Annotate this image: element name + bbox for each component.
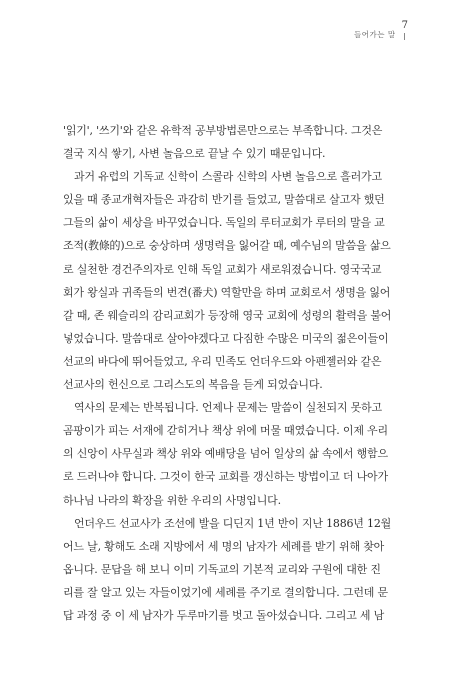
text-line: 의 신앙이 사무실과 책상 위와 예배당을 넘어 일상의 삶 속에서 행함으 [63, 447, 388, 461]
paragraph [63, 396, 408, 511]
text-line: 어느 날, 황해도 소래 지방에서 세 명의 남자가 세례를 받기 위해 찾아 [63, 539, 385, 553]
text-line: 옵니다. 문답을 해 보니 이미 기독교의 기본적 교리와 구원에 대한 진 [63, 562, 381, 576]
page-number: 7 [401, 20, 408, 31]
text-line: 선교사의 헌신으로 그리스도의 복음을 듣게 되었습니다. [63, 378, 323, 392]
text-line: 회가 왕실과 귀족들의 번견(番犬) 역할만을 하며 교회로서 생명을 잃어 [63, 285, 391, 299]
text-line: 역사의 문제는 반복됩니다. 언제나 문제는 말씀이 실천되지 못하고 [74, 401, 382, 415]
text-line: 넣었습니다. 말씀대로 살아야겠다고 다짐한 수많은 미국의 젊은이들이 [63, 331, 389, 345]
text-line: 로 드러나야 합니다. 그것이 한국 교회를 갱신하는 방법이고 더 나아가 [63, 470, 388, 484]
text-line: 언더우드 선교사가 조선에 발을 디딘지 1년 반이 지난 1886년 12월 [74, 516, 392, 530]
text-line: 갈 때, 존 웨슬리의 감리교회가 등장해 영국 교회에 성령의 활력을 불어 [63, 308, 392, 322]
text-line: 있을 때 종교개혁자들은 과감히 반기를 들었고, 말씀대로 살고자 했던 [63, 193, 385, 207]
paragraph [63, 119, 408, 165]
page-number-rule [404, 33, 405, 40]
body-text [63, 119, 408, 627]
text-line: 곰팡이가 피는 서재에 갇히거나 책상 위에 머물 때였습니다. 이제 우리 [63, 424, 388, 438]
text-line: 하나님 나라의 확장을 위한 우리의 사명입니다. [63, 493, 281, 507]
paragraph [63, 512, 408, 627]
text-line: 그들의 삶이 세상을 바꾸었습니다. 독일의 루터교회가 루터의 말을 교 [63, 216, 385, 230]
running-head [354, 20, 408, 40]
text-line: 로 실천한 경건주의자로 인해 독일 교회가 새로워졌습니다. 영국국교 [63, 262, 382, 276]
running-head-title: 들어가는 말 [354, 30, 396, 39]
text-line: 리를 잘 알고 있는 자들이었기에 세례를 주기로 결의합니다. 그런데 문 [63, 585, 388, 599]
text-line: 조적(教條的)으로 숭상하며 생명력을 잃어갈 때, 예수님의 말씀을 삶으 [63, 239, 391, 253]
text-line: 답 과정 중 이 세 남자가 두루마기를 벗고 돌아섰습니다. 그리고 세 남 [63, 608, 385, 622]
paragraph [63, 165, 408, 396]
text-line: 과거 유럽의 기독교 신학이 스콜라 신학의 사변 놀음으로 흘러가고 [74, 170, 382, 184]
page-number-block [402, 20, 408, 40]
text-line: '읽기', '쓰기'와 같은 유학적 공부방법론만으로는 부족합니다. 그것은 [63, 124, 383, 137]
text-line: 결국 지식 쌓기, 사변 놀음으로 끝날 수 있기 때문입니다. [63, 147, 326, 161]
text-line: 선교의 바다에 뛰어들었고, 우리 민족도 언더우드와 아펜젤러와 같은 [63, 354, 382, 368]
